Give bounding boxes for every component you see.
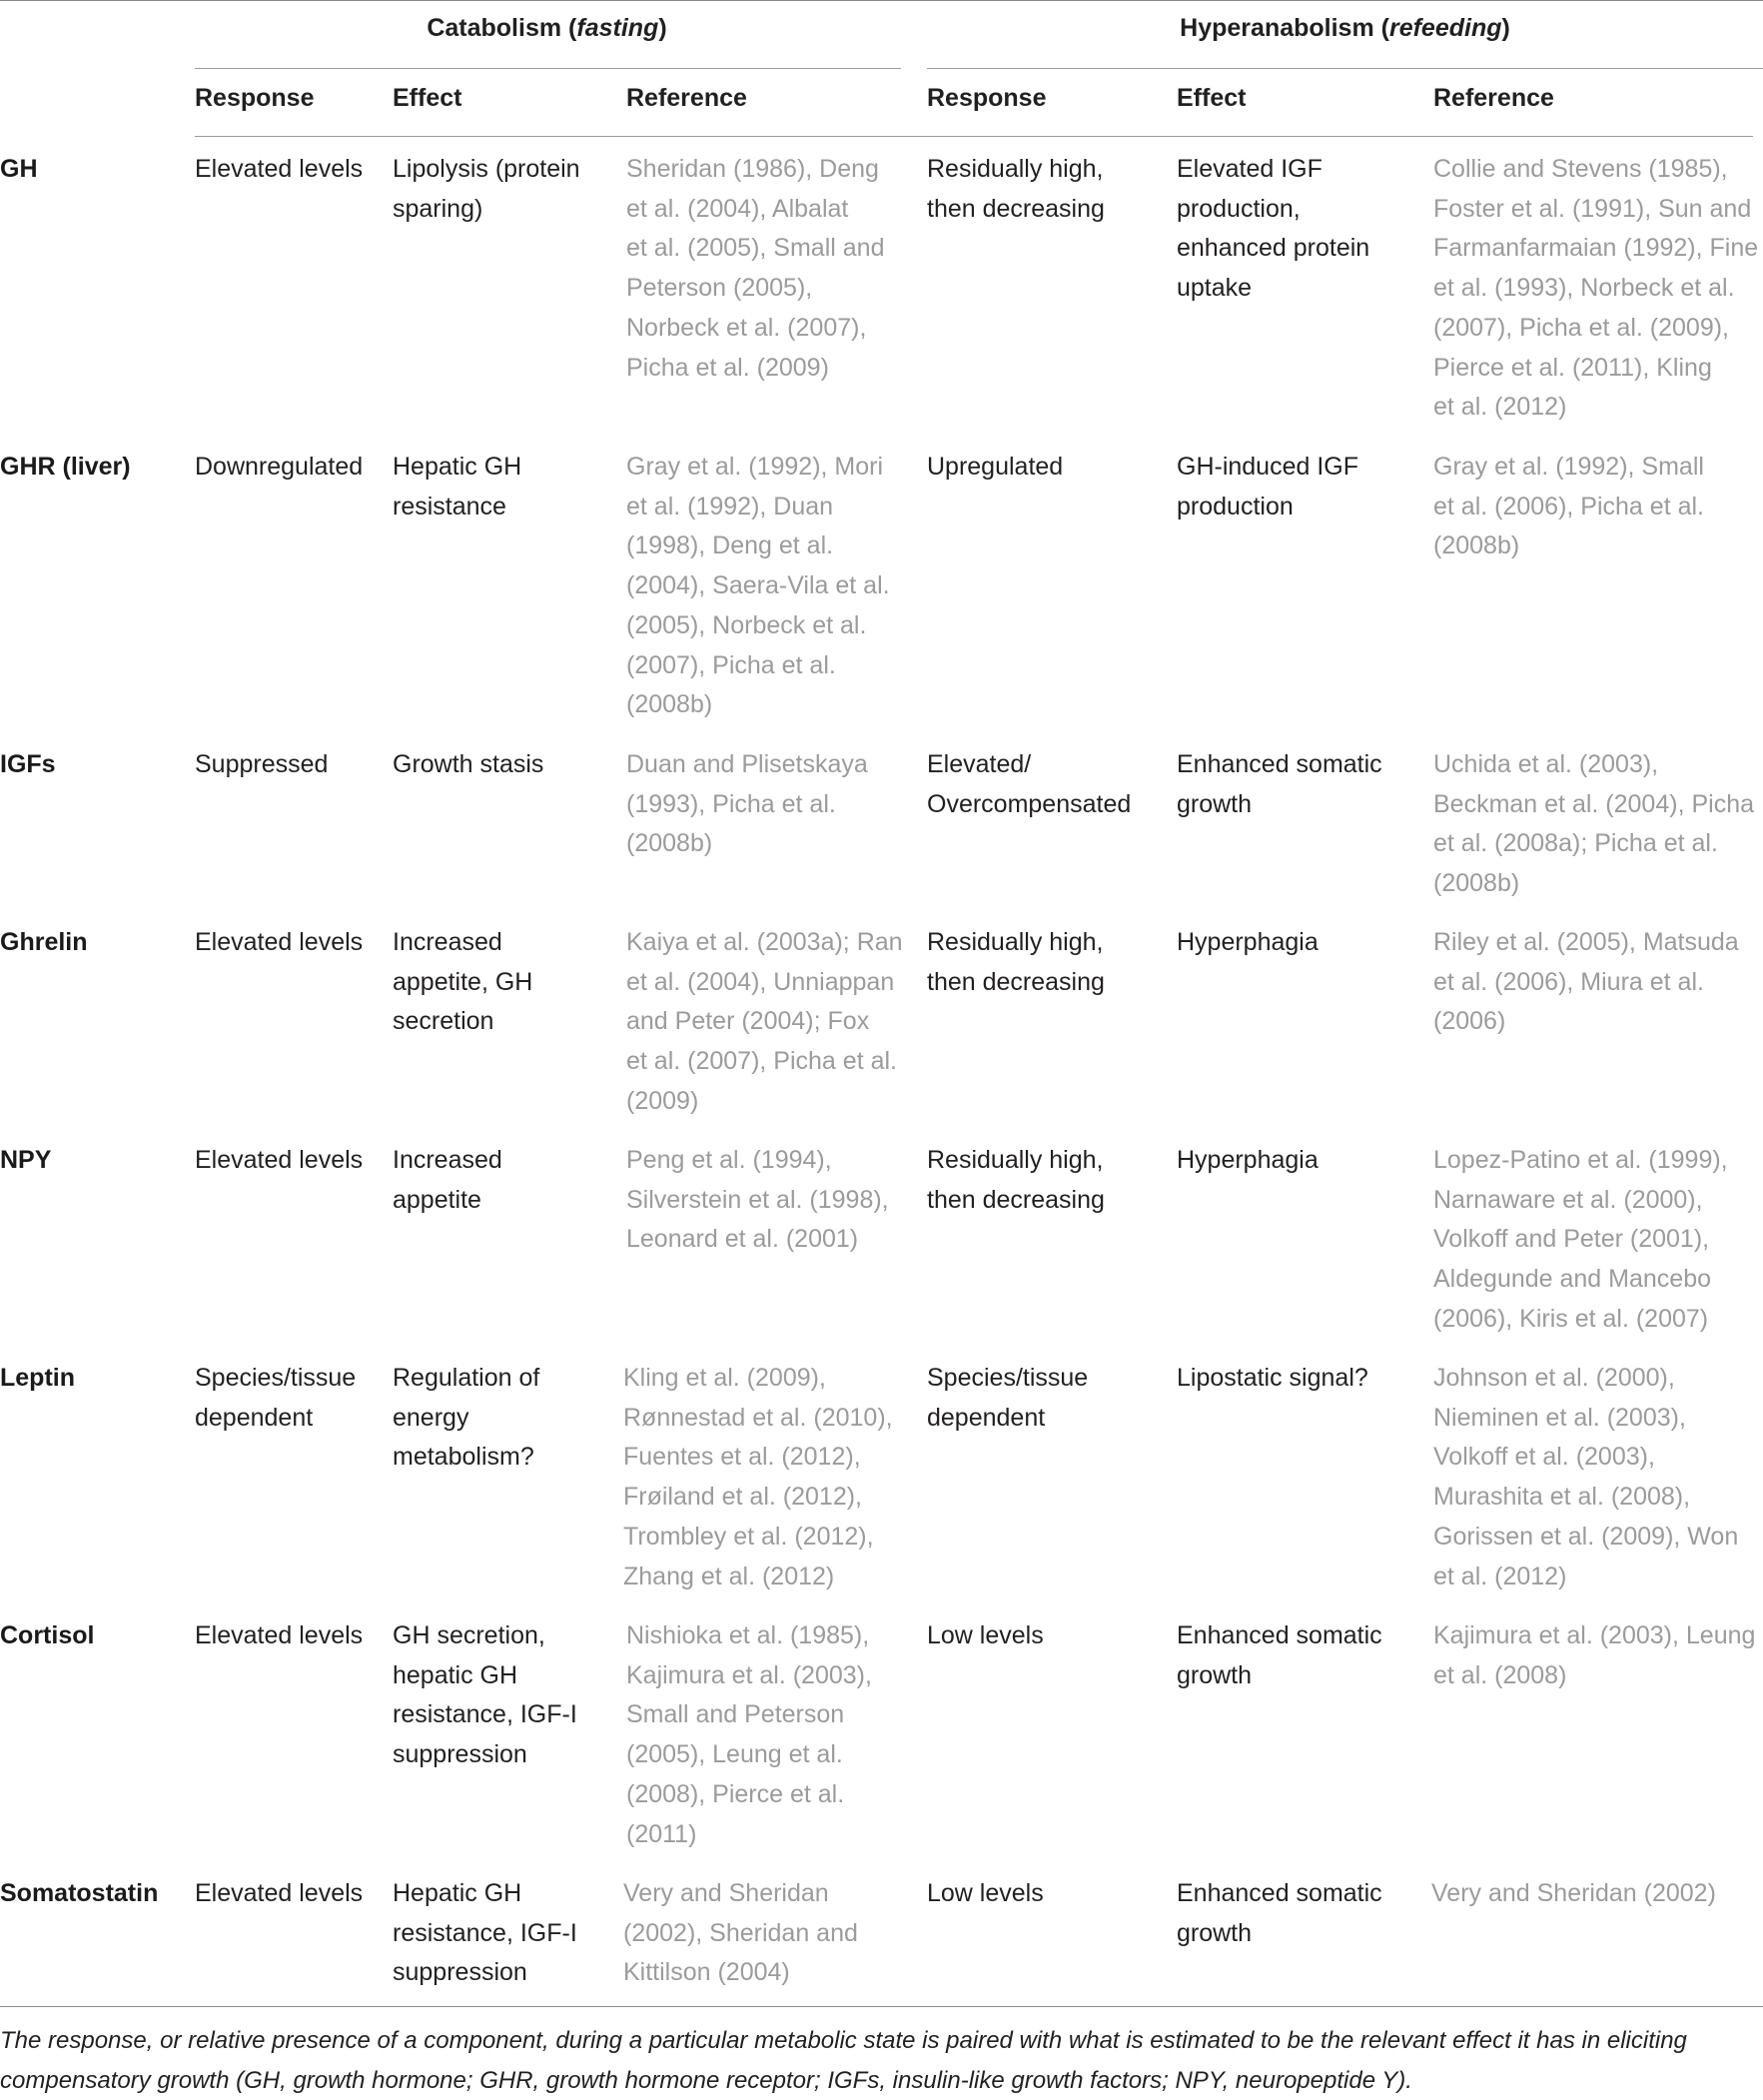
- hyp-reference: Lopez-Patino et al. (1999), Narnaware et al. (2000), Volkoff and Peter (2001), Aldegunde and Mancebo (2006), Kiris et al. (2007): [1433, 1146, 1728, 1333]
- row-label: GH: [0, 155, 38, 183]
- header-bottom-rule: [195, 136, 1753, 137]
- hyp-reference: Collie and Stevens (1985), Foster et al. (1991), Sun and Farmanfarmaian (1992), Fine et al. (1993), Norbeck et al. (2007), Picha et al. (2009), Pierce et al. (2011), Kling et al. (2012): [1433, 155, 1759, 422]
- table-caption: The response, or relative presence of a component, during a particular metabolic state is paired with what is estimated to be the relevant effect it has in eliciting compensatory growth (GH, growth hormone; GHR, growth hormone receptor; IGFs, insulin-like growth factors; NPY, neuropeptide Y).: [0, 2027, 1687, 2094]
- cat-reference: Kling et al. (2009), Rønnestad et al. (2010), Fuentes et al. (2012), Frøiland et al. (2012), Trombley et al. (2012), Zhang et al. (2012): [623, 1364, 893, 1590]
- row-label: Cortisol: [0, 1621, 95, 1649]
- cat-effect: Increased appetite, GH secretion: [393, 928, 533, 1036]
- cat-effect: Regulation of energy metabolism?: [393, 1364, 540, 1472]
- row-label: NPY: [0, 1146, 52, 1174]
- cat-reference: Very and Sheridan (2002), Sheridan and Kittilson (2004): [623, 1879, 858, 1987]
- cat-response: Elevated levels: [195, 155, 364, 183]
- row-label: Ghrelin: [0, 928, 88, 956]
- hyp-response: Species/tissue dependent: [927, 1364, 1089, 1432]
- hyp-response: Low levels: [927, 1621, 1044, 1649]
- catabolism-label: Catabolism: [427, 14, 562, 42]
- col-hyp-effect: Effect: [1177, 84, 1247, 112]
- hyp-response: Elevated/ Overcompensated: [927, 750, 1132, 818]
- cat-response: Elevated levels: [195, 1146, 364, 1174]
- cat-response: Suppressed: [195, 750, 329, 778]
- hyp-reference: Very and Sheridan (2002): [1431, 1879, 1716, 1907]
- catabolism-state: fasting: [576, 14, 659, 42]
- hyperanabolism-header: Hyperanabolism (refeeding): [1180, 14, 1510, 42]
- hyp-effect: Lipostatic signal?: [1177, 1364, 1368, 1392]
- cat-effect: Hepatic GH resistance: [393, 453, 522, 521]
- catabolism-group-rule: [195, 68, 901, 69]
- hyp-effect: Enhanced somatic growth: [1177, 1879, 1382, 1947]
- cat-effect: Hepatic GH resistance, IGF-I suppression: [393, 1879, 577, 1987]
- col-cat-effect: Effect: [393, 84, 462, 112]
- hyp-reference: Uchida et al. (2003), Beckman et al. (2004), Picha et al. (2008a); Picha et al. (2008b): [1433, 750, 1754, 898]
- cat-effect: GH secretion, hepatic GH resistance, IGF-I suppression: [393, 1621, 577, 1769]
- hyp-effect: Enhanced somatic growth: [1177, 1621, 1382, 1689]
- cat-response: Elevated levels: [195, 928, 364, 956]
- hyp-reference: Kajimura et al. (2003), Leung et al. (2008): [1433, 1621, 1756, 1689]
- bottom-rule: [0, 2006, 1763, 2007]
- row-label: GHR (liver): [0, 453, 131, 481]
- cat-response: Species/tissue dependent: [195, 1364, 357, 1432]
- cat-effect: Growth stasis: [393, 750, 544, 778]
- col-cat-response: Response: [195, 84, 315, 112]
- hyperanabolism-group-rule: [927, 68, 1763, 69]
- hyp-effect: Hyperphagia: [1177, 928, 1319, 956]
- hyperanabolism-label: Hyperanabolism: [1180, 14, 1374, 42]
- col-cat-reference: Reference: [626, 84, 747, 112]
- hyp-effect: Hyperphagia: [1177, 1146, 1319, 1174]
- cat-reference: Nishioka et al. (1985), Kajimura et al. (2003), Small and Peterson (2005), Leung et al. (2008), Pierce et al. (2011): [626, 1621, 872, 1848]
- catabolism-header: Catabolism (fasting): [427, 14, 667, 42]
- hyp-response: Residually high, then decreasing: [927, 155, 1105, 223]
- col-hyp-reference: Reference: [1433, 84, 1554, 112]
- hyp-reference: Gray et al. (1992), Small et al. (2006), Picha et al. (2008b): [1433, 453, 1704, 560]
- hyperanabolism-state: refeeding: [1388, 14, 1502, 42]
- cat-response: Elevated levels: [195, 1621, 364, 1649]
- hyp-reference: Riley et al. (2005), Matsuda et al. (2006), Miura et al. (2006): [1433, 928, 1739, 1036]
- row-label: Leptin: [0, 1364, 75, 1392]
- hyp-effect: GH-induced IGF production: [1177, 453, 1359, 521]
- cat-response: Downregulated: [195, 453, 364, 481]
- cat-reference: Sheridan (1986), Deng et al. (2004), Albalat et al. (2005), Small and Peterson (2005), Norbeck et al. (2007), Picha et al. (2009): [626, 155, 885, 382]
- row-label: Somatostatin: [0, 1879, 159, 1907]
- col-hyp-response: Response: [927, 84, 1047, 112]
- hyp-effect: Enhanced somatic growth: [1177, 750, 1382, 818]
- top-rule: [0, 0, 1763, 1]
- hyp-effect: Elevated IGF production, enhanced protein uptake: [1177, 155, 1370, 303]
- cat-reference: Gray et al. (1992), Mori et al. (1992), Duan (1998), Deng et al. (2004), Saera-Vila et al. (2005), Norbeck et al. (2007), Picha et al. (2008b): [626, 453, 890, 719]
- cat-reference: Duan and Plisetskaya (1993), Picha et al. (2008b): [626, 750, 868, 858]
- cat-reference: Peng et al. (1994), Silverstein et al. (1998), Leonard et al. (2001): [626, 1146, 889, 1254]
- row-label: IGFs: [0, 750, 56, 778]
- hyp-response: Upregulated: [927, 453, 1064, 481]
- hyp-response: Residually high, then decreasing: [927, 928, 1105, 996]
- cat-effect: Increased appetite: [393, 1146, 502, 1214]
- hyp-response: Low levels: [927, 1879, 1044, 1907]
- cat-response: Elevated levels: [195, 1879, 364, 1907]
- cat-effect: Lipolysis (protein sparing): [393, 155, 580, 223]
- hyp-reference: Johnson et al. (2000), Nieminen et al. (2003), Volkoff et al. (2003), Murashita et al. (2008), Gorissen et al. (2009), Won et al. (2012): [1433, 1364, 1739, 1590]
- hyp-response: Residually high, then decreasing: [927, 1146, 1105, 1214]
- cat-reference: Kaiya et al. (2003a); Ran et al. (2004), Unniappan and Peter (2004); Fox et al. (2007), Picha et al. (2009): [626, 928, 903, 1115]
